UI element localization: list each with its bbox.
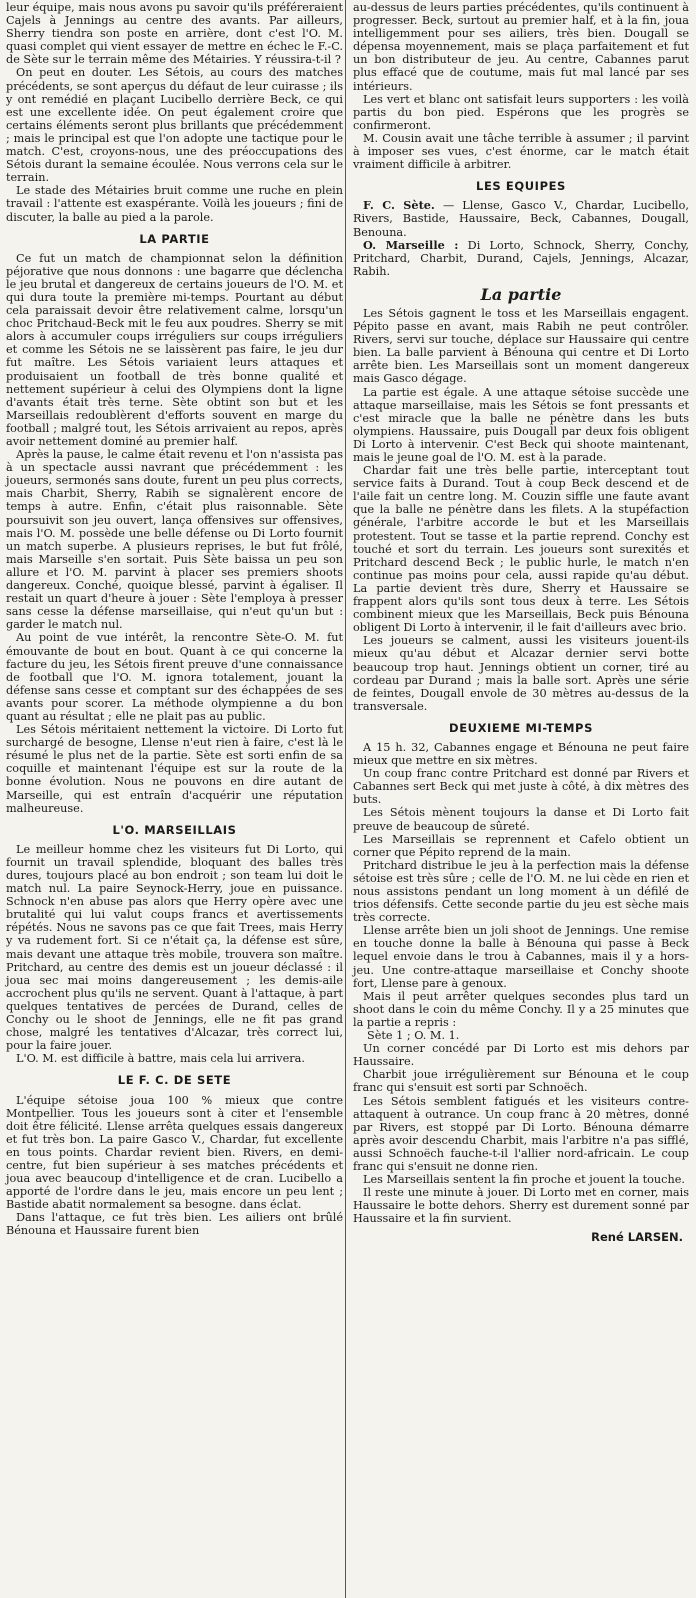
article-paragraph: M. Cousin avait une tâche terrible à assumer ; il parvint à imposer ses vues, c'est énorme, car le match était vraiment difficile à arbitrer. [353,131,689,172]
article-paragraph: Un corner concédé par Di Lorto est mis dehors par Haussaire. [353,1042,689,1069]
article-paragraph: A 15 h. 32, Cabannes engage et Bénouna ne peut faire mieux que mettre en six mètres. [353,740,689,768]
article-paragraph: Mais il peut arrêter quelques secondes plus tard un shoot dans le coin du même Conchy. Il y a 25 minutes que la partie a repris : [353,989,689,1029]
article-paragraph: Après la pause, le calme était revenu et l'on n'assista pas à un spectacle aussi navrant que précédemment : les joueurs, sermonés sans doute, furent un peu plus corrects, mais Charbit, Sherry, Rabih se signalèrent encore de temps à autre. Enfin, c'était plus raisonnable. Sète poursuivit son jeu ouvert, lança offensives sur offensives, mais l'O. M. possède une belle défense ou Di Lorto fournit un match superbe. A plusieurs reprises, le but fut frôlé, mais Marseille s'en sortait. Puis Sète baissa un peu son allure et l'O. M. parvint à placer ses premiers shoots dangereux. Conché, quoique blessé, parvint à égaliser. Il restait un quart d'heure à jouer : Sète l'employa à presser sans cesse la défense marseillaise, qui n'eut qu'un but : garder le match nul. [6,448,343,632]
article-paragraph: Le stade des Métairies bruit comme une ruche en plein travail : l'attente est exaspérante. Voilà les joueurs ; fini de discuter, la balle au pied a la parole. [6,184,343,224]
team-players-om: Di Lorto, Schnock, Sherry, Conchy, Pritchard, Charbit, Durand, Cajels, Jennings, Alcazar, Rabih. [353,238,689,278]
article-paragraph: Un coup franc contre Pritchard est donné par Rivers et Cabannes sert Beck qui met juste à côté, à dix mètres des buts. [353,767,689,807]
team-lineup-sete [353,199,689,238]
author-signature: René LARSEN. [591,1230,683,1245]
article-paragraph: Pritchard distribue le jeu à la perfection mais la défense sétoise est très sûre ; celle de l'O. M. ne lui cède en rien et nous assistons pendant un long moment à un défilé de trios défensifs. Cette seconde partie du jeu est sèche mais très correcte. [353,858,689,925]
article-paragraph: leur équipe, mais nous avons pu savoir qu'ils préféreraient Cajels à Jennings au centre des avants. Par ailleurs, Sherry tiendra son poste en arrière, dont c'est l'O. M. quasi complet qui vient essayer de mettre en échec le F.-C. de Sète sur le terrain même des Métairies. Y réussira-t-il ? [6,1,343,67]
article-paragraph: L'O. M. est difficile à battre, mais cela lui arrivera. [16,1052,305,1066]
article-paragraph: Au point de vue intérêt, la rencontre Sète-O. M. fut émouvante de bout en bout. Quant à ce qui concerne la facture du jeu, les Sétois firent preuve d'une connaissance de football que l'O. M. ignora totalement, jouant la défense sans cesse et comptant sur des échappées de ses avants pour scorer. La méthode olympienne a du bon quant au résultat ; elle ne plait pas au public. [6,631,343,723]
column-divider [345,0,346,1598]
article-paragraph: Dans l'attaque, ce fut très bien. Les ailiers ont brûlé Bénouna et Haussaire furent bien [6,1211,343,1238]
article-paragraph: Les Sétois semblent fatigués et les visiteurs contre-attaquent à outrance. Un coup franc à 20 mètres, donné par Rivers, est stoppé par Di Lorto. Bénouna démarre après avoir descendu Charbit, mais l'arbitre n'a pas sifflé, aussi Schnoëch fauche-t-il l'allier nord-africain. Le coup franc qui s'ensuit ne donne rien. [353,1094,689,1173]
article-paragraph: Les vert et blanc ont satisfait leurs supporters : les voilà partis du bon pied. Espérons que les progrès se confirmeront. [353,92,689,132]
team-lineup-om [353,239,689,278]
article-paragraph: Chardar fait une très belle partie, interceptant tout service faits à Durand. Tout à coup Beck descend et de l'aile fait un centre long. M. Couzin siffle une faute avant que la balle ne pénètre dans les filets. A la stupéfaction générale, l'arbitre accorde le but et les Marseillais protestent. Tout se tasse et la partie reprend. Conchy est touché et sort du terrain. Les joueurs sont surexités et Pritchard descend Beck ; le public hurle, le match n'en continue pas moins pour cela, aussi rapide qu'au début. La partie devient très dure, Sherry et Haussaire se frappent alors qu'ils sont tous deux à terre. Les Sétois combinent mieux que les Marseillais, Beck puis Bénouna obligent Di Lorto à intervenir, il le fait d'ailleurs avec brio. [353,464,689,635]
team-players-sete: — Llense, Gasco V., Chardar, Lucibello, Rivers, Bastide, Haussaire, Beck, Cabannes, Dougall, Benouna. [353,199,690,239]
article-paragraph: au-dessus de leurs parties précédentes, qu'ils continuent à progresser. Beck, surtout au premier half, et à la fin, joua intelligemment pour ses ailiers, très bien. Dougall se dépensa moyennement, mais se plaça parfaitement et fut un bon distributeur de jeu. Au centre, Cabannes parut plus effacé que de coutume, mais fut mal lancé par ses intérieurs. [353,1,689,93]
section-heading-deuxieme-mi-temps: DEUXIEME MI-TEMPS [449,720,593,735]
team-label-om: O. Marseille : [363,237,459,252]
score-line: Sète 1 ; O. M. 1. [367,1029,460,1043]
article-paragraph: Le meilleur homme chez les visiteurs fut Di Lorto, qui fournit un travail splendide, bloquant des balles très dures, toujours placé au bon endroit ; son team lui doit le match nul. La paire Seynock-Herry, joue en puissance. Schnock n'en abuse pas alors que Herry opère avec une brutalité qui lui valut coups francs et avertissements répétés. Nous ne savons pas ce que fait Trees, mais Herry y va rudement fort. Si ce n'était ça, la défense est sûre, mais devant une attaque très mobile, trouvera son maître. Pritchard, au centre des demis est un joueur déclassé : il joua sec mai moins dangereusement ; les demis-aile accrochent plus qu'ils ne servent. Quant à l'attaque, à part quelques tentatives de percées de Durand, celles de Conchy ou le shoot de Jennings, elle ne fit pas grand chose, malgré les tentatives d'Alcazar, très correct lui, pour la faire jouer. [6,842,343,1053]
left-column [6,1,343,1238]
section-heading-fc-sete: LE F. C. DE SETE [117,1073,232,1088]
section-heading-la-partie: LA PARTIE [139,231,210,246]
article-paragraph: Les Marseillais se reprennent et Cafelo obtient un corner que Pépito reprend de la main. [353,832,689,859]
right-column [353,1,689,1245]
section-heading-om: L'O. MARSEILLAIS [112,822,237,837]
article-paragraph: Les Sétois méritaient nettement la victoire. Di Lorto fut surchargé de besogne, Llense n'eut rien à faire, c'est là le résumé le plus net de la partie. Sète est sorti enfin de sa coquille et maintenant l'équipe est sur la route de la bonne évolution. Nous ne pouvons en dire autant de Marseille, qui est entraîn d'acquérir une réputation malheureuse. [6,723,343,815]
article-paragraph: Les joueurs se calment, aussi les visiteurs jouent-ils mieux qu'au début et Alcazar dernier servi botte beaucoup trop haut. Jennings obtient un corner, tiré au cordeau par Durand ; mais la balle sort. Après une série de feintes, Dougall envole de 30 mètres au-dessus de la transversale. [353,634,689,713]
article-paragraph: Ce fut un match de championnat selon la définition péjorative que nous donnons : une bagarre que déclencha le jeu brutal et dangereux de certains joueurs de l'O. M. et qui dura toute la première mi-temps. Pourtant au début cela paraissait devoir être relativement calme, lorsqu'un choc Pritchaud-Beck mit le feu aux poudres. Sherry se mit alors à accumuler coups irréguliers sur coups irréguliers et comme les Sétois ne se laissèrent pas faire, le jeu dur fut maître. Les Sétois variaient leurs attaques et produisaient un football de très bonne qualité et nettement supérieur à celui des Olympiens dont la ligne d'avants était très terne. Sète obtint son but et les Marseillais redoublèrent d'efforts souvent en marge du football ; malgré tout, les Sétois arrivaient au repos, après avoir nettement dominé au premier half. [6,251,343,448]
article-paragraph: Il reste une minute à jouer. Di Lorto met en corner, mais Haussaire le botte dehors. Sherry est durement sonné par Haussaire et la fin survient. [353,1186,689,1226]
article-paragraph: Les Sétois mènent toujours la danse et Di Lorto fait preuve de beaucoup de sûreté. [353,806,689,833]
section-heading-la-partie-italic: La partie [480,284,562,304]
article-paragraph: Charbit joue irrégulièrement sur Bénouna et le coup franc qui s'ensuit est sorti par Schnoëch. [353,1068,689,1095]
article-paragraph: Les Sétois gagnent le toss et les Marseillais engagent. Pépito passe en avant, mais Rabih ne peut contrôler. Rivers, servi sur touche, déplace sur Haussaire qui centre bien. La balle parvient à Bénouna qui centre et Di Lorto arrête bien. Les Marseillais sont un moment dangereux mais Gasco dégage. [353,306,689,386]
article-paragraph: La partie est égale. A une attaque sétoise succède une attaque marseillaise, mais les Sétois se font pressants et c'est miracle que la balle ne pénètre dans les buts olympiens. Haussaire, puis Dougall par deux fois obligent Di Lorto à intervenir. C'est Beck qui shoote maintenant, mais le jeune goal de l'O. M. est à la parade. [353,385,689,464]
article-paragraph: L'équipe sétoise joua 100 % mieux que contre Montpellier. Tous les joueurs sont à citer et l'ensemble doit être félicité. Llense arrêta quelques essais dangereux et fut très bon. La paire Gasco V., Chardar, fut excellente en tous points. Chardar revient bien. Rivers, en demi-centre, fut bien supérieur à ses matches précédents et joua avec beaucoup d'intelligence et de cran. Lucibello a apporté de l'ordre dans le jeu, mais encore un peu lent ; Bastide abatit normalement sa besogne. dans éclat. [6,1093,343,1212]
section-heading-equipes: LES EQUIPES [476,179,566,194]
article-paragraph: On peut en douter. Les Sétois, au cours des matches précédents, se sont aperçus du défaut de leur cuirasse ; ils y ont remédié en plaçant Lucibello derrière Beck, ce qui est une excellente idée. On peut également croire que certains éléments seront plus brillants que précédemment ; mais le principal est que l'on adopte une tactique pour le match. C'est, croyons-nous, une des préoccupations des Sétois durant la semaine écoulée. Nous verrons cela sur le terrain. [6,66,343,185]
article-paragraph: Llense arrête bien un joli shoot de Jennings. Une remise en touche donne la balle à Bénouna qui passe à Beck lequel envoie dans le trou à Cabannes, mais il y a hors-jeu. Une contre-attaque marseillaise et Conchy shoote fort, Llense pare à genoux. [353,924,689,990]
team-label-sete: F. C. Sète. [363,198,435,213]
article-paragraph: Les Marseillais sentent la fin proche et jouent la touche. [363,1173,685,1187]
